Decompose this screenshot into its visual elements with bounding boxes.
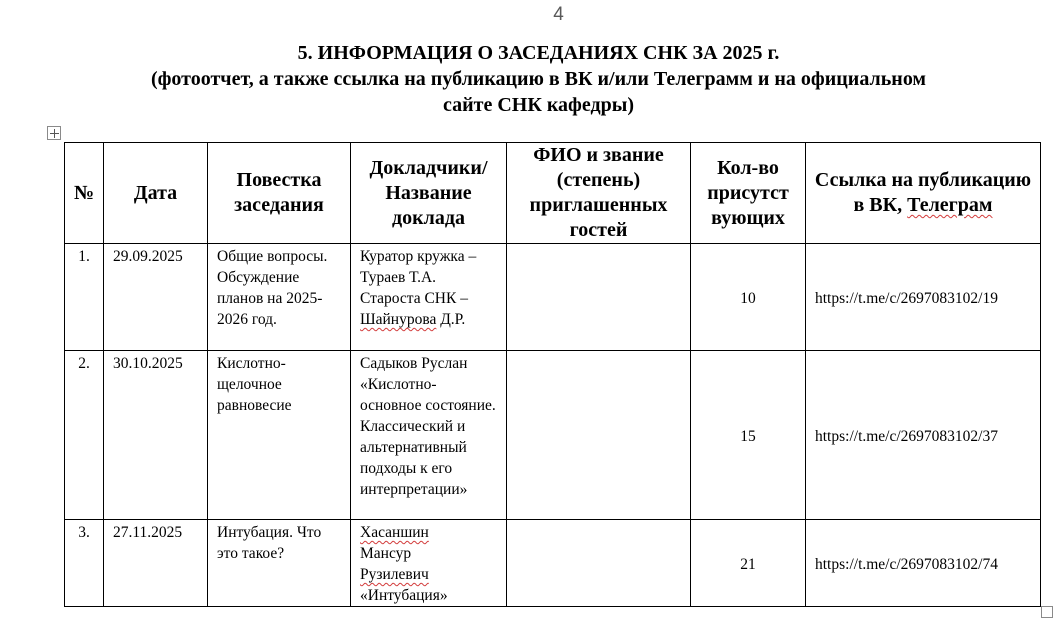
cell-speakers: Садыков Руслан «Кислотно-основное состояние. Классический и альтернативный подходы к его интерпретации» <box>351 351 507 520</box>
cell-count: 15 <box>691 351 806 520</box>
speaker-report-title: «Интубация» <box>360 587 448 604</box>
cell-agenda: Интубация. Что это такое? <box>208 520 351 607</box>
cell-count: 10 <box>691 244 806 351</box>
heading-line-2: (фотоотчет, а также ссылка на публикацию в ВК и/или Телеграмм и на официальном <box>150 68 927 90</box>
cell-agenda: Общие вопросы. Обсуждение планов на 2025-2026 год. <box>208 244 351 351</box>
cell-date: 30.10.2025 <box>104 351 208 520</box>
section-heading <box>0 40 1055 118</box>
speaker-first-name: Мансур <box>360 545 412 562</box>
header-link-word: Телеграм <box>907 194 993 216</box>
heading-line-3: сайте СНК кафедры) <box>442 94 635 116</box>
cell-count: 21 <box>691 520 806 607</box>
table-move-handle-icon[interactable] <box>47 126 61 140</box>
cell-num: 3. <box>65 520 104 607</box>
cell-speakers <box>351 244 507 351</box>
header-link <box>806 143 1041 244</box>
speaker-surname: Хасаншин <box>360 524 429 541</box>
header-num: № <box>65 143 104 244</box>
cell-num: 2. <box>65 351 104 520</box>
header-count: Кол-во присутст вующих <box>691 143 806 244</box>
speaker-initials: Д.Р. <box>436 311 466 328</box>
table-row <box>65 351 1041 520</box>
cell-guests <box>507 351 691 520</box>
header-date: Дата <box>104 143 208 244</box>
cell-link[interactable]: https://t.me/c/2697083102/37 <box>806 351 1041 520</box>
cell-speakers <box>351 520 507 607</box>
table-row <box>65 520 1041 607</box>
cell-date: 29.09.2025 <box>104 244 208 351</box>
header-guests: ФИО и звание (степень) приглашенных гостей <box>507 143 691 244</box>
meetings-table <box>64 142 1041 607</box>
table-resize-handle-icon[interactable] <box>1041 606 1053 618</box>
cell-guests <box>507 520 691 607</box>
header-agenda: Повестка заседания <box>208 143 351 244</box>
header-link-text: Ссылка на публикацию в ВК, <box>814 169 1032 216</box>
cell-date: 27.11.2025 <box>104 520 208 607</box>
speakers-text: Куратор кружка – Тураев Т.А. Староста СНК – <box>360 248 477 307</box>
speaker-patronymic: Рузилевич <box>360 566 429 583</box>
cell-guests <box>507 244 691 351</box>
page-number: 4 <box>553 4 564 25</box>
heading-line-1: 5. ИНФОРМАЦИЯ О ЗАСЕДАНИЯХ СНК ЗА 2025 г. <box>297 42 780 64</box>
cell-link[interactable]: https://t.me/c/2697083102/74 <box>806 520 1041 607</box>
cell-agenda: Кислотно-щелочное равновесие <box>208 351 351 520</box>
header-speakers: Докладчики/ Названиe доклада <box>351 143 507 244</box>
cell-num: 1. <box>65 244 104 351</box>
table-row <box>65 244 1041 351</box>
cell-link[interactable]: https://t.me/c/2697083102/19 <box>806 244 1041 351</box>
table-header-row <box>65 143 1041 244</box>
speaker-surname: Шайнурова <box>360 311 437 328</box>
